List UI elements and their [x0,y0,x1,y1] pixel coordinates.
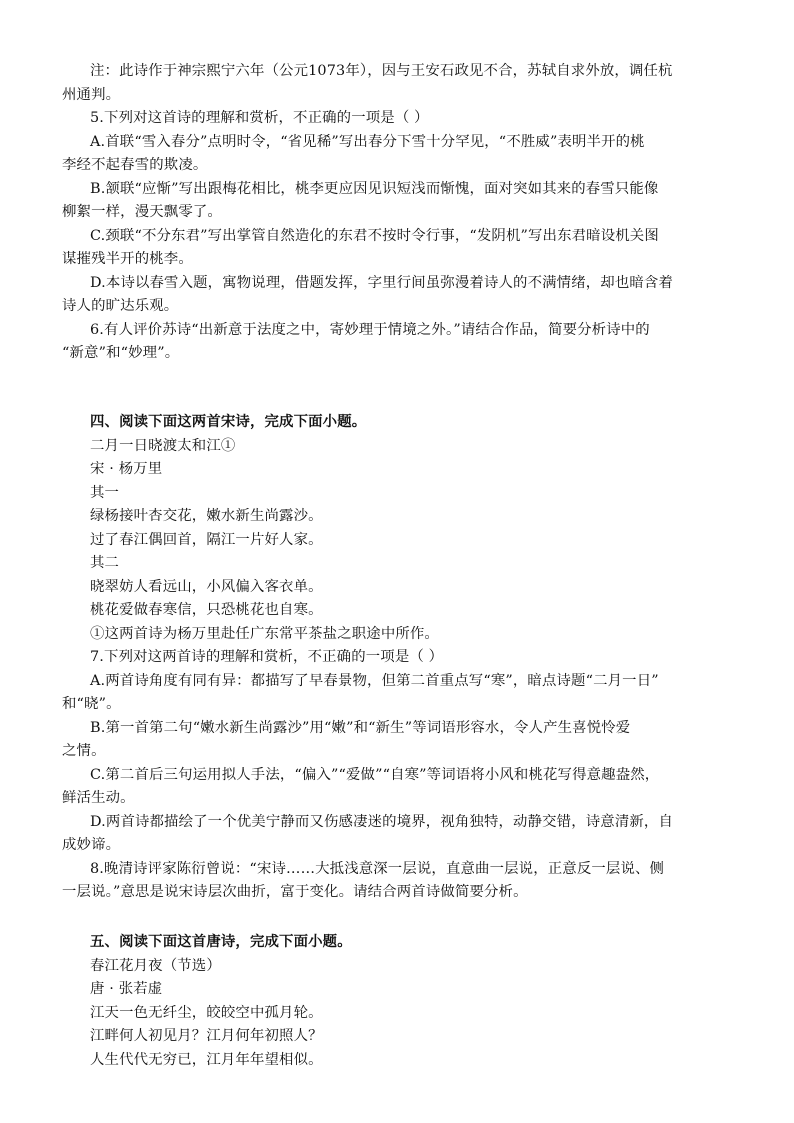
question-5-option-a: A.首联“雪入春分”点明时令，“省见稀”写出春分下雪十分罕见，“不胜威”表明半开的桃 [90,133,645,150]
question-7-option-c-cont: 鲜活生动。 [62,790,135,806]
poem-1-label: 其一 [90,484,120,501]
question-7-option-a-cont: 和“晓”。 [62,696,121,712]
section-5 [62,931,734,1072]
poem-1-line-2: 过了春江偶回首，隔江一片好人家。 [90,531,323,548]
question-5-option-b-cont: 柳絮一样，漫天飘零了。 [62,204,222,220]
poem-author: 宋 · 杨万里 [90,461,163,477]
question-6-stem: 6.有人评价苏诗“出新意于法度之中，寄妙理于情境之外。”请结合作品，简要分析诗中的 [90,321,650,338]
poem-2-line-1: 晓翠妨人看远山，小风偏入客衣单。 [90,578,323,595]
question-5-option-b: B.颔联“应惭”写出跟梅花相比，桃李更应因见识短浅而惭愧，面对突如其来的春雪只能像 [90,180,659,197]
section-4 [62,411,734,905]
poem-title: 春江花月夜（节选） [90,957,221,974]
question-7-option-a: A.两首诗角度有同有异：都描写了早春景物，但第二首重点写“寒”，暗点诗题“二月一日” [90,672,659,689]
question-8-stem: 8.晚清诗评家陈衍曾说：“宋诗……大抵浅意深一层说，直意曲一层说，正意反一层说、侧 [90,860,665,877]
question-7-option-b: B.第一首第二句“嫩水新生尚露沙”用“嫩”和“新生”等词语形容水，令人产生喜悦怜爱 [90,719,631,736]
question-7-option-d: D.两首诗都描绘了一个优美宁静而又伤感凄迷的境界，视角独特，动静交错，诗意清新，自 [90,813,673,830]
question-5-option-c: C.颈联“不分东君”写出掌管自然造化的东君不按时令行事，“发阴机”写出东君暗设机关图 [90,227,659,244]
question-5-stem: 5.下列对这首诗的理解和赏析，不正确的一项是（ ） [90,110,429,126]
poem-title: 二月一日晓渡太和江① [90,437,236,454]
question-5-option-d: D.本诗以春雪入题，寓物说理，借题发挥，字里行间虽弥漫着诗人的不满情绪，却也暗含着 [90,274,673,291]
poem-line-1: 江天一色无纤尘，皎皎空中孤月轮。 [90,1004,323,1021]
question-6-stem-cont: “新意”和“妙理”。 [62,345,180,361]
poem-line-2: 江畔何人初见月？江月何年初照人？ [90,1028,323,1044]
section-4-heading: 四、阅读下面这两首宋诗，完成下面小题。 [90,414,367,430]
question-7-option-d-cont: 成妙谛。 [62,837,121,853]
poem-note-cont: 州通判。 [62,86,121,103]
poem-2-line-2: 桃花爱做春寒信，只恐桃花也自寒。 [90,602,323,618]
question-8-stem-cont: 一层说。”意思是说宋诗层次曲折，富于变化。请结合两首诗做简要分析。 [62,884,528,900]
poem-line-3: 人生代代无穷已，江月年年望相似。 [90,1051,323,1068]
poem-author: 唐 · 张若虚 [90,981,163,997]
question-7-option-c: C.第二首后三句运用拟人手法，“偏入”“爱做”“自寒”等词语将小风和桃花写得意趣盎然， [90,766,660,783]
question-5-option-d-cont: 诗人的旷达乐观。 [62,298,179,314]
poem-footnote: ①这两首诗为杨万里赴任广东常平茶盐之职途中所作。 [90,625,439,642]
poem-note: 注：此诗作于神宗熙宁六年（公元1073年），因与王安石政见不合，苏轼自求外放，调任杭 [90,63,673,79]
question-7-option-b-cont: 之情。 [62,743,106,759]
question-7-stem: 7.下列对这两首诗的理解和赏析，不正确的一项是（ ） [90,649,444,665]
section-3-continuation [62,60,734,366]
section-5-heading: 五、阅读下面这首唐诗，完成下面小题。 [90,934,352,950]
poem-1-line-1: 绿杨接叶杏交花，嫩水新生尚露沙。 [90,508,323,524]
question-5-option-a-cont: 李经不起春雪的欺凌。 [62,157,208,173]
poem-2-label: 其二 [90,555,120,571]
question-5-option-c-cont: 谋摧残半开的桃李。 [62,251,193,267]
